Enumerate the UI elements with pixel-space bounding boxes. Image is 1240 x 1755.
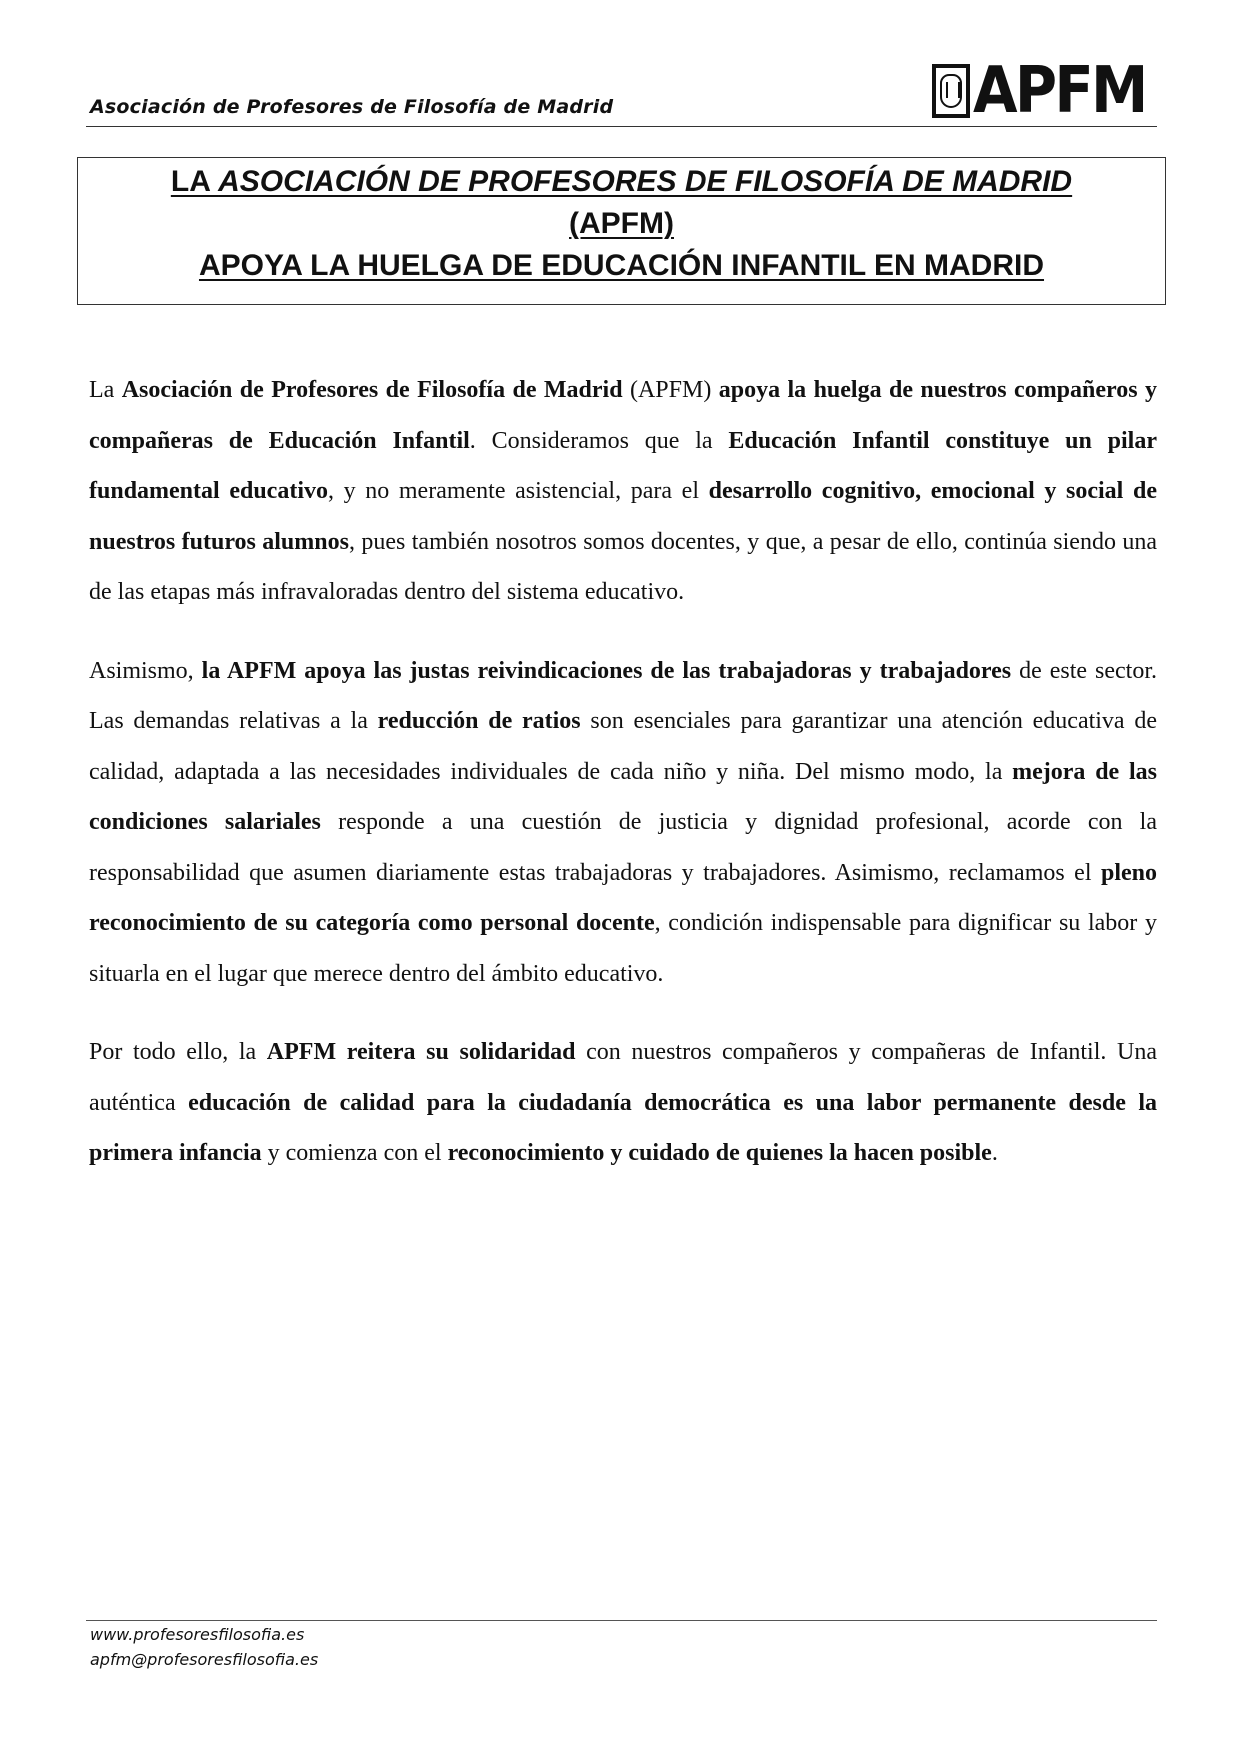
text-run: de este sector. Las demandas relativas a la [89, 657, 1157, 734]
header-divider [86, 126, 1157, 127]
title-acronym: (APFM) [569, 207, 674, 240]
text-run: Por todo ello, la [89, 1039, 267, 1065]
footer-divider [86, 1620, 1157, 1621]
bold-phrase: mejora de las condiciones salariales [89, 758, 1158, 835]
title-line-3 [78, 245, 1165, 287]
logo-text: APFM [973, 54, 1146, 128]
bold-phrase: desarrollo cognitivo, emocional y social de nuestros futuros alumnos [89, 478, 1157, 555]
footer-website-link[interactable]: www.profesoresfilosofia.es [90, 1625, 305, 1644]
title-line-2 [78, 203, 1165, 245]
text-run: Asimismo, [89, 657, 202, 684]
bold-phrase: la APFM apoya las justas reivindicaciones de las trabajadoras y trabajadores [201, 657, 1012, 684]
title-headline: APOYA LA HUELGA DE EDUCACIÓN INFANTIL EN MADRID [198, 249, 1045, 282]
apfm-logo [932, 54, 1165, 128]
title-association: ASOCIACIÓN DE PROFESORES DE FILOSOFÍA DE MADRID [218, 165, 1073, 198]
text-run: son esenciales para garantizar una atención educativa de calidad, adaptada a las necesidades individuales de cada niño y niña. Del mismo modo, la [89, 708, 1157, 785]
body-text [89, 365, 1157, 1207]
bold-phrase: educación de calidad para la ciudadanía democrática es una labor permanente desde la primera infancia [89, 1089, 1157, 1166]
text-run: La [89, 377, 122, 403]
footer [90, 1622, 318, 1672]
bold-phrase: Educación Infantil constituye un pilar fundamental educativo [89, 427, 1157, 504]
apfm-emblem-icon [932, 64, 970, 118]
text-run: y comienza con el [261, 1140, 448, 1166]
bold-phrase: APFM reitera su solidaridad [266, 1039, 576, 1065]
bold-phrase: pleno reconocimiento de su categoría como personal docente [89, 859, 1157, 936]
text-run: responde a una cuestión de justicia y dignidad profesional, acorde con la responsabilidad que asumen diariamente estas trabajadoras y trabajadores. Asimismo, reclamamos el [89, 809, 1158, 886]
title-box [77, 157, 1166, 305]
footer-email-link[interactable]: apfm@profesoresfilosofia.es [90, 1650, 319, 1669]
paragraph-1 [89, 365, 1157, 618]
header-association-name: Asociación de Profesores de Filosofía de Madrid [90, 96, 614, 118]
bold-phrase: reducción de ratios [377, 708, 581, 734]
paragraph-2 [89, 646, 1157, 1000]
bold-phrase: apoya la huelga de nuestros compañeros y compañeras de Educación Infantil [89, 377, 1157, 454]
text-run: con nuestros compañeros y compañeras de Infantil. Una auténtica [89, 1039, 1157, 1116]
paragraph-3 [89, 1027, 1157, 1179]
bold-phrase: reconocimiento y cuidado de quienes la hacen posible [447, 1140, 992, 1166]
text-run: , pues también nosotros somos docentes, y que, a pesar de ello, continúa siendo una de las etapas más infravaloradas dentro del sistema educativo. [89, 528, 1157, 605]
text-run: , y no meramente asistencial, para el [327, 478, 709, 504]
title-line-1 [78, 161, 1165, 203]
title-prefix: LA [170, 165, 219, 198]
text-run: , condición indispensable para dignificar su labor y situarla en el lugar que merece dentro del ámbito educativo. [89, 910, 1157, 987]
text-run: (APFM) [622, 377, 719, 403]
text-run: . Consideramos que la [469, 427, 729, 454]
bold-phrase: Asociación de Profesores de Filosofía de Madrid [121, 377, 623, 403]
text-run: . [991, 1140, 998, 1166]
